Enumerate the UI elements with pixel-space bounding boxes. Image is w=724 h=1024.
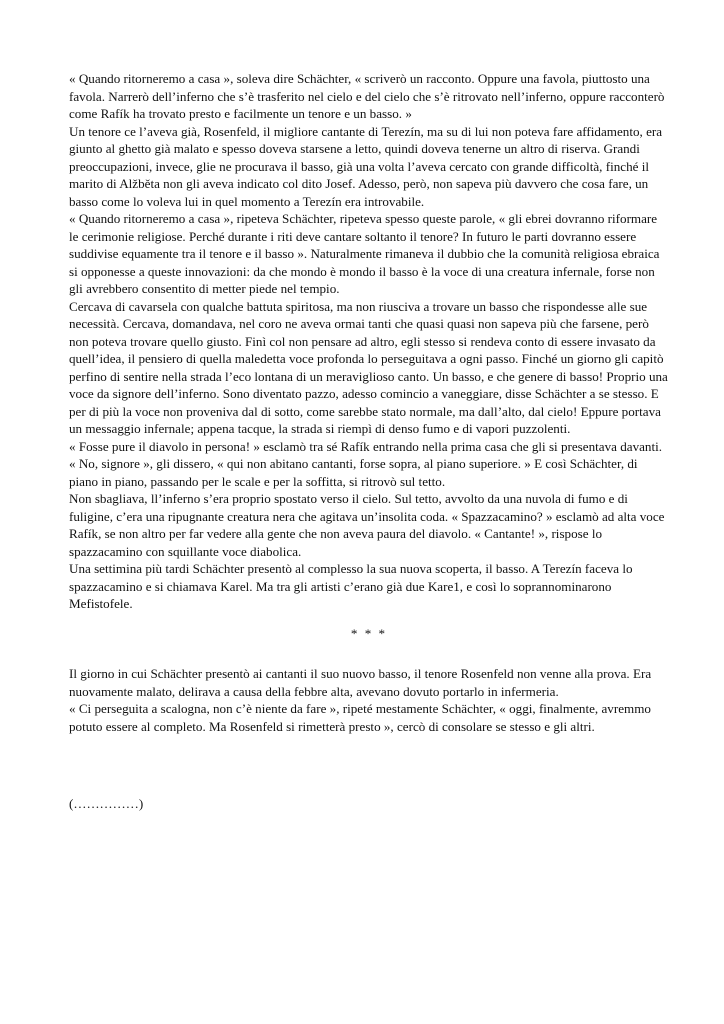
section-separator: * * *	[350, 625, 388, 641]
paragraph-4: Cercava di cavarsela con qualche battuta spiritosa, ma non riusciva a trovare un basso che rispondesse alle sue necessità. Cercava, domandava, nel coro ne aveva ormai tanti che quasi quasi non sapeva più che farsene, però non poteva trovare quello giusto. Finì col non pensare ad altro, egli stesso si rendeva conto di essere invasato da quell’idea, il pensiero di quella maledetta voce profonda lo perseguitava a ogni passo. Finché un giorno gli capitò perfino di sentire nella strada l’eco lontana di un meraviglioso canto. Un basso, e che genere di basso! Proprio una voce da signore dell’inferno. Sono diventato pazzo, adesso comincio a vaneggiare, disse Schächter a se stesso. E per di più la voce non proveniva dal di sotto, come sarebbe stato normale, ma dall’alto, dal cielo! Eppure portava un messaggio infernale; appena tacque, la strada si riempì di denso fumo e di vapori puzzolenti.	[69, 298, 668, 436]
paragraph-2: Un tenore ce l’aveva già, Rosenfeld, il migliore cantante di Terezín, ma su di lui non poteva fare affidamento, era giunto al ghetto già malato e spesso doveva starsene a letto, quindi doveva tenerne un altro di riserva. Grandi preoccupazioni, invece, glie ne procurava il basso, già una volta l’aveva cercato con grande difficoltà, finché il marito di Alžběta non gli aveva indicato col dito Josef. Adesso, però, non sapeva più davvero che cosa fare, un basso come lo voleva lui in quel momento a Terezín era introvabile.	[69, 123, 663, 209]
paragraph-5: « Fosse pure il diavolo in persona! » esclamò tra sé Rafík entrando nella prima casa che gli si presentava davanti. « No, signore », gli dissero, « qui non abitano cantanti, forse sopra, al piano superiore. » E così Schächter, di piano in piano, passando per le scale e per la soffitta, si ritrovò sul tetto.	[69, 438, 663, 489]
paragraph-1: « Quando ritorneremo a casa », soleva dire Schächter, « scriverò un racconto. Oppure una favola, piuttosto una favola. Narrerò dell’inferno che s’è trasferito nel cielo e del cielo che s’è ritrovato nell’inferno, oppure racconterò come Rafík ha trovato presto e facilmente un tenore e un basso. »	[69, 71, 665, 121]
document-page	[69, 70, 669, 813]
paragraph-8: Il giorno in cui Schächter presentò ai cantanti il suo nuovo basso, il tenore Rosenfeld non venne alla prova. Era nuovamente malato, delirava a causa della febbre alta, avevano dovuto portarlo in infermeria.	[69, 666, 652, 699]
omission-mark: (……………)	[69, 796, 144, 811]
paragraph-9: « Ci perseguita a scalogna, non c’è niente da fare », ripeté mestamente Schächter, « oggi, finalmente, avremmo potuto essere al completo. Ma Rosenfeld si rimetterà presto », cercò di consolare se stesso e gli altri.	[69, 701, 651, 734]
paragraph-3: « Quando ritorneremo a casa », ripeteva Schächter, ripeteva spesso queste parole, « gli ebrei dovranno riformare le cerimonie religiose. Perché durante i riti deve cantare soltanto il tenore? In futuro le parti dovranno essere suddivise equamente tra il tenore e il basso ». Naturalmente rimaneva il dubbio che la comunità religiosa ebraica si opponesse a queste innovazioni: da che mondo è mondo il basso è la voce di una creatura infernale, forse non gli avrebbero consentito di metter piede nel tempio.	[69, 211, 660, 296]
paragraph-7: Una settimina più tardi Schächter presentò al complesso la sua nuova scoperta, il basso. A Terezín faceva lo spazzacamino e si chiamava Karel. Ma tra gli artisti c’erano già due Kare1, e così lo soprannominarono Mefistofele.	[69, 561, 633, 611]
paragraph-6: Non sbagliava, ll’inferno s’era proprio spostato verso il cielo. Sul tetto, avvolto da una nuvola di fumo e di fuligine, c’era una ripugnante creatura nera che agitava un’insolita coda. « Spazzacamino? » esclamò ad alta voce Rafík, se non altro per far vedere alla gente che non aveva paura del diavolo. « Cantante! », rispose lo spazzacamino con squillante voce diabolica.	[69, 491, 665, 559]
